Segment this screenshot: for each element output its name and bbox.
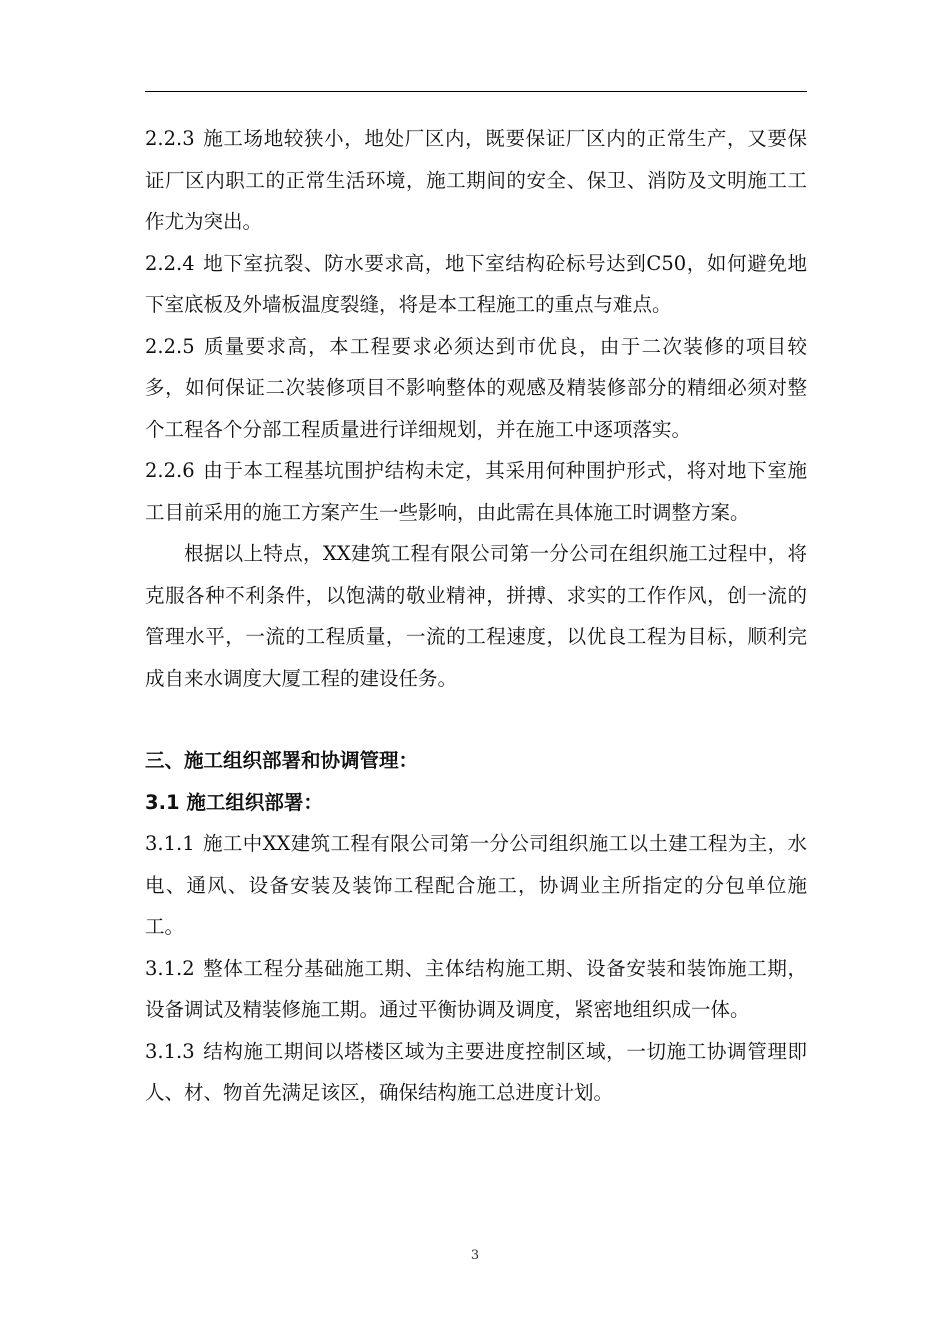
paragraph-3-1-1	[145, 823, 807, 948]
clause-number: 2.2.4	[145, 251, 195, 275]
summary-paragraph: 根据以上特点，XX建筑工程有限公司第一分公司在组织施工过程中，将克服各种不利条件，以饱满的敬业精神，拼搏、求实的工作作风，创一流的管理水平，一流的工程质量，一流的工程速度，以优良工程为目标，顺利完成自来水调度大厦工程的建设任务。	[145, 542, 807, 690]
paragraph-3-1-3	[145, 1031, 807, 1114]
subsection-heading: 3.1 施工组织部署：	[145, 790, 323, 814]
clause-number: 3.1.2	[145, 956, 195, 980]
clause-number: 2.2.3	[145, 127, 195, 150]
clause-number: 2.2.5	[145, 334, 195, 358]
clause-text: 质量要求高，本工程要求必须达到市优良，由于二次装修的项目较多，如何保证二次装修项目不影响整体的观感及精装修部分的精细必须对整个工程各个分部工程质量进行详细规划，并在施工中逐项落实。	[145, 334, 807, 441]
paragraph-gap	[145, 699, 807, 740]
paragraph-2-2-6	[145, 450, 807, 533]
paragraph-2-2-5	[145, 326, 807, 451]
paragraph-3-1-2	[145, 948, 807, 1031]
clause-number: 2.2.6	[145, 459, 195, 482]
clause-text: 由于本工程基坑围护结构未定，其采用何种围护形式，将对地下室施工目前采用的施工方案产生一些影响，由此需在具体施工时调整方案。	[145, 459, 807, 524]
paragraph-2-2-4	[145, 243, 807, 326]
clause-number: 3.1.1	[145, 832, 195, 855]
clause-text: 整体工程分基础施工期、主体结构施工期、设备安装和装饰施工期，设备调试及精装修施工期。通过平衡协调及调度，紧密地组织成一体。	[145, 956, 807, 1021]
clause-number: 3.1.3	[145, 1039, 195, 1063]
section-heading: 三、施工组织部署和协调管理：	[145, 749, 419, 772]
page-number: 3	[470, 1248, 480, 1263]
document-body	[145, 118, 807, 1114]
header-rule	[145, 91, 807, 92]
clause-text: 结构施工期间以塔楼区域为主要进度控制区域，一切施工协调管理即人、材、物首先满足该区，确保结构施工总进度计划。	[145, 1039, 807, 1104]
clause-text: 地下室抗裂、防水要求高，地下室结构砼标号达到C50，如何避免地下室底板及外墙板温度裂缝，将是本工程施工的重点与难点。	[145, 251, 807, 316]
clause-text: 施工中XX建筑工程有限公司第一分公司组织施工以土建工程为主，水电、通风、设备安装及装饰工程配合施工，协调业主所指定的分包单位施工。	[145, 832, 807, 938]
paragraph-2-2-3	[145, 118, 807, 243]
clause-text: 施工场地较狭小，地处厂区内，既要保证厂区内的正常生产，又要保证厂区内职工的正常生活环境，施工期间的安全、保卫、消防及文明施工工作尤为突出。	[145, 127, 807, 233]
